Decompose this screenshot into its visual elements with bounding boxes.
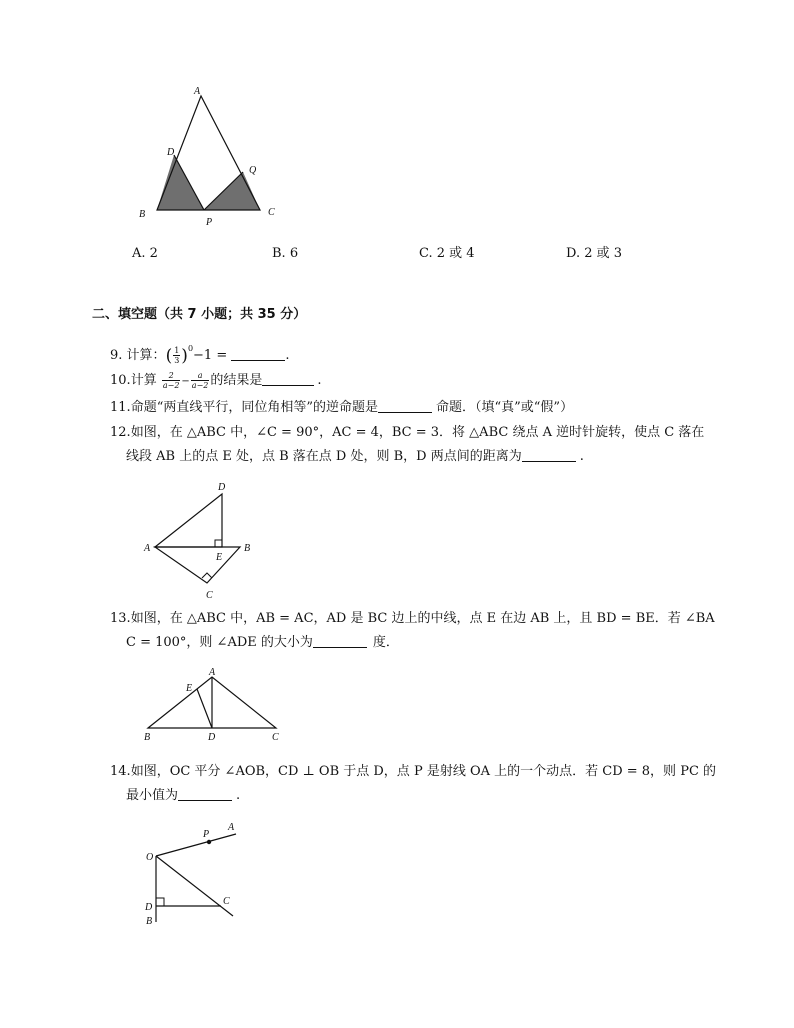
question-10: 10.计算 $\frac{2}{a-2}$ − $\frac{a}{a-2}$ 的结果是 . [110,371,322,390]
q12-label-a: A [144,543,151,554]
q9-prefix: 计算： [126,348,166,363]
q8-option-d: D. 2 或 3 [566,246,623,261]
q12-label-d: D [218,482,226,493]
q13-figure [140,664,290,748]
q14-label-d: D [145,902,153,913]
q10-number: 10. [110,373,131,388]
q9-answer-blank[interactable] [231,346,285,361]
q13-label-b: B [144,732,151,743]
q13-number: 13. [110,611,131,626]
section-title: 二、填空题（共 7 小题；共 35 分） [92,307,307,322]
q13-label-e: E [186,683,193,694]
q10-answer-blank[interactable] [262,371,314,386]
q13-answer-blank[interactable] [313,633,367,648]
q13-label-d: D [208,732,216,743]
q9-paren-close: ) [181,346,188,366]
q9-suffix: −1 = [193,348,228,363]
question-9: 9. 计算：( $\frac{1}{3}$ )$^0$−1 = . [110,344,290,366]
q14-label-c: C [223,896,230,907]
q8-label-q: Q [249,165,257,176]
q12-number: 12. [110,425,131,440]
q8-label-a: A [194,86,201,97]
q8-label-d: D [167,147,175,158]
q9-paren-open: ( [165,346,173,366]
q10-prefix: 计算 [130,373,157,388]
q12-right-angle-c [202,573,212,578]
q8-option-a: A. 2 [132,246,158,261]
q8-figure [130,82,290,232]
q9-number: 9. [110,348,123,363]
q8-label-b: B [139,209,146,220]
q8-label-p: P [206,217,213,228]
q11-answer-blank[interactable] [378,398,432,413]
q13-label-a: A [209,667,216,678]
question-14-line-2: 最小值为 . [126,788,241,803]
q8-label-c: C [268,207,275,218]
q9-fraction: $\frac{1}{3}$ [174,346,180,365]
q12-figure [140,478,270,606]
q14-label-b: B [146,916,153,927]
q14-point-p [207,840,211,844]
q14-label-p: P [203,829,210,840]
q10-suffix: 的结果是 [210,373,263,388]
q14-right-angle-d [156,898,164,906]
q14-label-o: O [146,852,154,863]
question-14-line-1: 14.如图，OC 平分 ∠AOB，CD ⊥ OB 于点 D，点 P 是射线 OA 上的一个动点．若 CD = 8，则 PC 的 [110,764,717,779]
question-13-line-2: C = 100°，则 ∠ADE 的大小为 度． [126,635,399,650]
q14-figure [140,818,250,930]
q8-shaded-triangle-left [157,155,204,210]
question-13-line-1: 13.如图，在 △ABC 中，AB = AC，AD 是 BC 边上的中线，点 E 在边 AB 上，且 BD = BE．若 ∠BA [110,611,715,626]
question-11: 11.命题“两直线平行，同位角相等”的逆命题是 命题．（填“真”或“假”） [110,400,574,415]
question-12-line-2: 线段 AB 上的点 E 处，点 B 落在点 D 处，则 B，D 两点间的距离为 . [126,449,584,464]
q14-label-a: A [228,822,235,833]
q12-label-e: E [216,552,223,563]
q8-option-b: B. 6 [272,246,299,261]
q13-label-c: C [272,732,279,743]
q8-shaded-triangle-right [204,172,260,210]
q12-answer-blank[interactable] [522,447,576,462]
question-12-line-1: 12.如图，在 △ABC 中，∠C = 90°，AC = 4，BC = 3．将 △ABC 绕点 A 逆时针旋转，使点 C 落在 [110,425,705,440]
q8-option-c: C. 2 或 4 [419,246,475,261]
q9-exponent: 0 [187,344,194,353]
q14-number: 14. [110,764,131,779]
q12-right-angle-e [215,540,222,547]
q11-number: 11. [110,400,131,415]
q10-fraction-2: $\frac{a}{a-2}$ [191,371,209,390]
q10-fraction-1: $\frac{2}{a-2}$ [162,371,180,390]
q12-label-b: B [244,543,251,554]
q12-label-c: C [206,590,213,601]
q14-answer-blank[interactable] [178,786,232,801]
